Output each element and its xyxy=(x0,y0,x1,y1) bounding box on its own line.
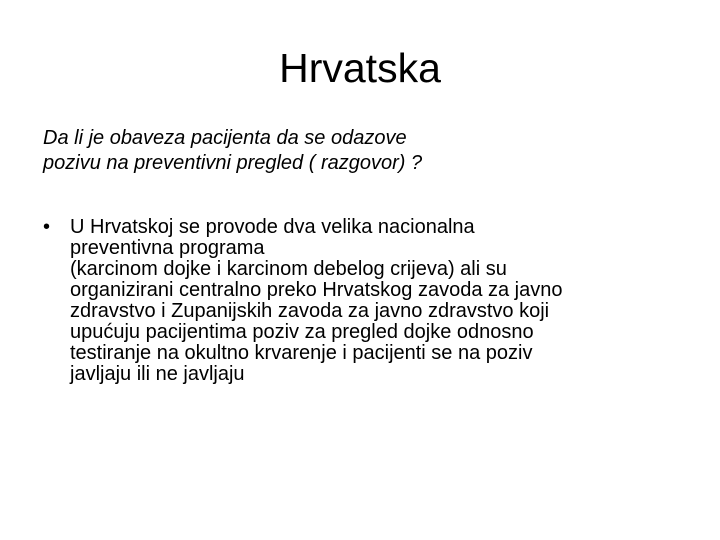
bullet-line: organizirani centralno preko Hrvatskog zavoda za javno xyxy=(70,279,563,301)
question-line: Da li je obaveza pacijenta da se odazove xyxy=(43,127,407,149)
question-line: pozivu na preventivni pregled ( razgovor) ? xyxy=(43,152,423,174)
question-text xyxy=(43,126,673,176)
bullet-line: (karcinom dojke i karcinom debelog crijeva) ali su xyxy=(70,258,507,280)
bullet-line: U Hrvatskoj se provode dva velika nacionalna xyxy=(70,216,475,238)
slide-title: Hrvatska xyxy=(279,45,441,91)
bullet-line: javljaju ili ne javljaju xyxy=(70,363,245,385)
bullet-line: upućuju pacijentima poziv za pregled dojke odnosno xyxy=(70,321,534,343)
bullet-line: preventivna programa xyxy=(70,237,265,259)
bullet-marker: • xyxy=(43,216,51,238)
bullet-line: testiranje na okultno krvarenje i pacijenti se na poziv xyxy=(70,342,533,364)
bullet-text xyxy=(70,217,700,385)
bullet-line: zdravstvo i Zupanijskih zavoda za javno zdravstvo koji xyxy=(70,300,550,322)
